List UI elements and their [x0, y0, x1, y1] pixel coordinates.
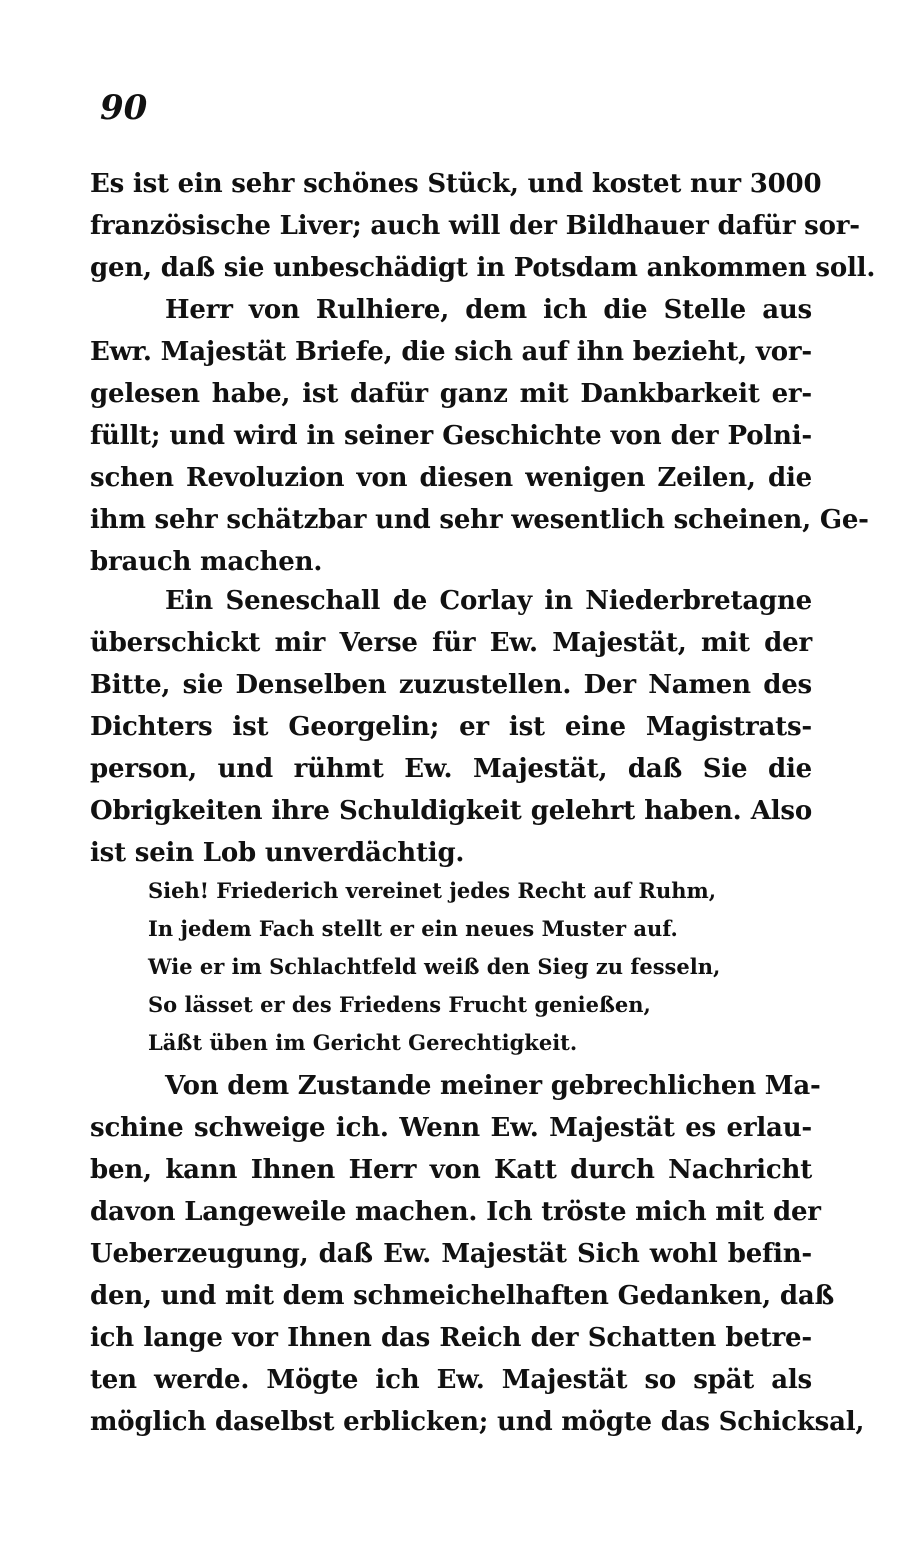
text-line: ihm sehr schätzbar und sehr wesentlich scheinen, Ge-	[90, 505, 869, 535]
text-line: den, und mit dem schmeichelhaften Gedanken, daß	[90, 1281, 835, 1311]
text-line: ten werde. Mögte ich Ew. Majestät so spät als	[90, 1365, 812, 1395]
text-line: ich lange vor Ihnen das Reich der Schatten betre-	[90, 1323, 812, 1353]
text-line: Ueberzeugung, daß Ew. Majestät Sich wohl befin-	[90, 1239, 812, 1269]
paragraph-1	[90, 163, 876, 289]
text-line: brauch machen.	[90, 547, 323, 577]
text-line: ist sein Lob unverdächtig.	[90, 838, 465, 868]
verse-line: Läßt üben im Gericht Gerechtigkeit.	[148, 1030, 578, 1055]
text-line: Von dem Zustande meiner gebrechlichen Ma-	[165, 1071, 821, 1101]
page-number: 90	[100, 88, 148, 128]
text-line: französische Liver; auch will der Bildhauer dafür sor-	[90, 211, 860, 241]
text-line: Bitte, sie Denselben zuzustellen. Der Namen des	[90, 670, 812, 700]
text-line: ben, kann Ihnen Herr von Katt durch Nachricht	[90, 1155, 812, 1185]
text-line: person, und rühmt Ew. Majestät, daß Sie die	[90, 754, 812, 784]
paragraph-4	[90, 1065, 865, 1443]
verse-line: In jedem Fach stellt er ein neues Muster auf.	[148, 916, 678, 941]
text-line: gen, daß sie unbeschädigt in Potsdam ankommen soll.	[90, 253, 876, 283]
verse-line: Wie er im Schlachtfeld weiß den Sieg zu fesseln,	[148, 954, 721, 979]
text-line: möglich daselbst erblicken; und mögte das Schicksal,	[90, 1407, 865, 1437]
text-line: überschickt mir Verse für Ew. Majestät, mit der	[90, 628, 812, 658]
text-line: davon Langeweile machen. Ich tröste mich mit der	[90, 1197, 821, 1227]
text-line: Ewr. Majestät Briefe, die sich auf ihn bezieht, vor-	[90, 337, 812, 367]
text-line: Ein Seneschall de Corlay in Niederbretagne	[165, 586, 812, 616]
paragraph-3	[90, 580, 812, 874]
text-line: gelesen habe, ist dafür ganz mit Dankbarkeit er-	[90, 379, 812, 409]
text-line: füllt; und wird in seiner Geschichte von der Polni-	[90, 421, 812, 451]
verse-line: So lässet er des Friedens Frucht genießen,	[148, 992, 651, 1017]
verse-line: Sieh! Friederich vereinet jedes Recht auf Ruhm,	[148, 878, 717, 903]
paragraph-2	[90, 289, 869, 583]
text-line: schine schweige ich. Wenn Ew. Majestät es erlau-	[90, 1113, 812, 1143]
text-line: schen Revoluzion von diesen wenigen Zeilen, die	[90, 463, 812, 493]
text-line: Es ist ein sehr schönes Stück, und kostet nur 3000	[90, 169, 822, 199]
text-line: Obrigkeiten ihre Schuldigkeit gelehrt haben. Also	[90, 796, 812, 826]
text-line: Herr von Rulhiere, dem ich die Stelle aus	[165, 295, 812, 325]
text-line: Dichters ist Georgelin; er ist eine Magistrats-	[90, 712, 812, 742]
poem-verse	[148, 872, 768, 1062]
